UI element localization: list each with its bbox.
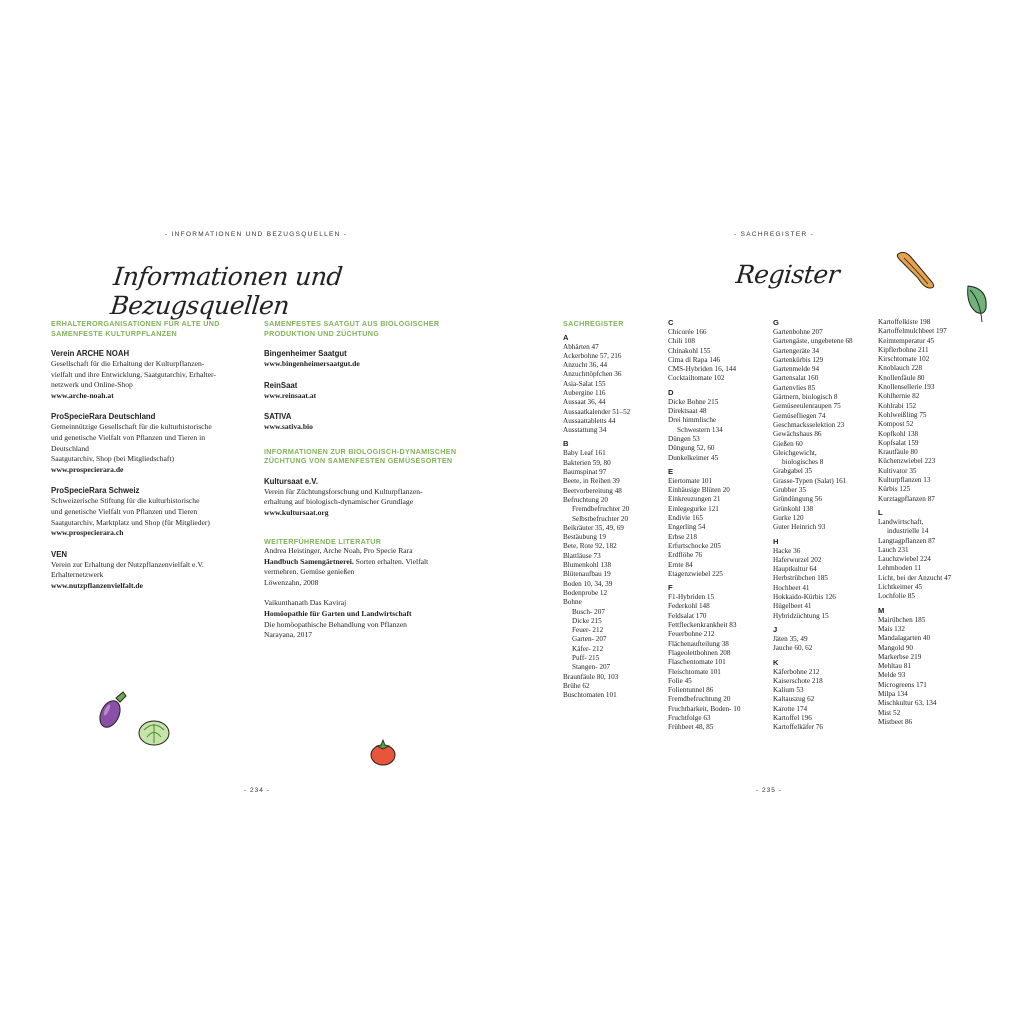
org-block xyxy=(51,485,251,538)
index-entry: Düngen 53 xyxy=(668,434,700,443)
lit-title-line xyxy=(264,557,474,568)
page-title-right: Register xyxy=(734,260,841,289)
index-subentry: Garten- 207 xyxy=(572,635,607,644)
index-entry: Engerling 54 xyxy=(668,523,706,532)
index-entry: Direktsaat 48 xyxy=(668,407,707,416)
index-entry: Baby Leaf 161 xyxy=(563,449,606,458)
index-entry: Jäten 35, 49 xyxy=(773,634,808,643)
org-desc: vielfalt und ihre Entwicklung, Saatgutarchiv, Erhalter- xyxy=(51,369,216,379)
index-entry: Beetvorbereitung 48 xyxy=(563,486,622,495)
index-entry: Blumenkohl 138 xyxy=(563,561,612,570)
lit-line: Löwenzahn, 2008 xyxy=(264,577,319,587)
index-letter: B xyxy=(563,439,569,449)
index-entry: Kurztagpflanzen 87 xyxy=(878,494,935,503)
index-entry: Einhäusige Blüten 20 xyxy=(668,486,730,495)
index-entry: Hügelbeet 41 xyxy=(773,602,812,611)
index-entry: Hokkaido-Kürbis 126 xyxy=(773,593,836,602)
index-entry: Geschmacksselektion 23 xyxy=(773,420,845,429)
index-entry: Landwirtschaft, xyxy=(878,517,924,526)
org-desc: und genetische Vielfalt von Pflanzen und Tieren in xyxy=(51,432,205,442)
index-entry: Cocktailtomate 102 xyxy=(668,374,725,383)
page-number-right: - 235 - xyxy=(756,787,782,794)
index-entry: Fruchtbarkeit, Boden- 10 xyxy=(668,704,741,713)
index-entry: Gartengeräte 34 xyxy=(773,346,820,355)
index-entry: Aussaattabletts 44 xyxy=(563,416,616,425)
index-entry: Kultivator 35 xyxy=(878,466,917,475)
lit-line: Die homöopathische Behandlung von Pflanzen xyxy=(264,619,407,629)
index-entries xyxy=(668,318,768,733)
lit-line: vermehren. Gemüse genießen xyxy=(264,567,355,577)
index-letter: A xyxy=(563,332,569,342)
seller-list xyxy=(264,348,474,433)
index-entry: Blattläuse 73 xyxy=(563,551,601,560)
index-entry: Mais 132 xyxy=(878,624,905,633)
index-entry: Grasse-Typen (Salat) 161 xyxy=(773,476,847,485)
index-entry: Federkohl 148 xyxy=(668,602,710,611)
index-entry: Kartoffel 196 xyxy=(773,713,812,722)
org-name: Kultursaat e.V. xyxy=(264,476,318,486)
index-entry: Bodenprobe 12 xyxy=(563,588,608,597)
running-head-left: - INFORMATIONEN UND BEZUGSQUELLEN - xyxy=(165,231,348,238)
index-entry: Jauche 60, 62 xyxy=(773,644,813,653)
index-entry: Gleichgewicht, xyxy=(773,448,817,457)
index-entry: Chili 108 xyxy=(668,337,695,346)
index-entry: Eiertomate 101 xyxy=(668,476,713,485)
index-entry: Kopfkohl 138 xyxy=(878,429,919,438)
index-entry: Lehmboden 11 xyxy=(878,564,922,573)
index-entry: Bohne xyxy=(563,598,582,607)
index-entry: Gartenvlies 85 xyxy=(773,383,816,392)
index-entry: Kompost 52 xyxy=(878,420,914,429)
index-entry: Kartoffelmulchbeet 197 xyxy=(878,327,947,336)
index-entry: Flächenaufteilung 38 xyxy=(668,639,729,648)
column-sources xyxy=(264,319,474,641)
index-entry: Anzuchttöpfchen 36 xyxy=(563,370,622,379)
index-column-2 xyxy=(668,318,768,733)
org-url[interactable]: www.nutzpflanzenvielfalt.de xyxy=(51,580,143,590)
org-list xyxy=(51,348,251,592)
index-subentry: industrielle 14 xyxy=(887,527,929,536)
index-letter: C xyxy=(668,318,674,327)
index-letter: F xyxy=(668,583,673,593)
index-entry: Einlegegurke 121 xyxy=(668,504,719,513)
index-entry: Milpa 134 xyxy=(878,689,908,698)
index-entry: Gemüseeulenraupen 75 xyxy=(773,402,841,411)
leaf-icon xyxy=(962,282,994,326)
index-entry: Braunfäule 80, 103 xyxy=(563,672,619,681)
index-entry: Flageolettbohnen 208 xyxy=(668,648,731,657)
index-entry: Bestäubung 19 xyxy=(563,533,606,542)
index-entry: Hochbeet 41 xyxy=(773,583,810,592)
index-entry: Gurke 120 xyxy=(773,513,804,522)
org-desc: erhaltung auf biologisch-dynamischer Grundlage xyxy=(264,497,414,507)
index-subentry: Feuer- 212 xyxy=(572,626,604,635)
index-letter: K xyxy=(773,657,779,667)
heading-organisations: ERHALTERORGANISATIONEN FÜR ALTE UND SAMENFESTE KULTURPFLANZEN xyxy=(51,319,220,338)
index-entry: Lichtkeimer 45 xyxy=(878,583,923,592)
index-subentry: Dicke 215 xyxy=(572,616,602,625)
index-entry: Gartenmelde 94 xyxy=(773,365,820,374)
index-entries xyxy=(773,318,878,733)
index-entry: Boden 10, 34, 39 xyxy=(563,579,613,588)
org-block xyxy=(51,411,251,475)
org-desc: netzwerk und Online-Shop xyxy=(51,380,133,390)
index-subentry: biologisches 8 xyxy=(782,458,824,467)
index-entry: Mehltau 81 xyxy=(878,662,911,671)
org-url[interactable]: www.prospecierara.de xyxy=(51,464,124,474)
seller-name: SATIVA xyxy=(264,412,292,422)
seller-name: Bingenheimer Saatgut xyxy=(264,349,347,358)
index-entry: Chinakohl 155 xyxy=(668,346,711,355)
org-name: VEN xyxy=(51,549,68,559)
org-block xyxy=(51,348,251,401)
org-url[interactable]: www.arche-noah.at xyxy=(51,390,114,400)
index-entry: Kulturpflanzen 13 xyxy=(878,476,931,485)
org-name: ProSpecieRara Deutschland xyxy=(51,412,156,422)
org-desc: Schweizerische Stiftung für die kulturhistorische xyxy=(51,496,200,506)
index-subentry: Stangen- 207 xyxy=(572,663,611,672)
page-title-left: Informationen und Bezugsquellen xyxy=(108,262,344,320)
org-desc: Gesellschaft für die Erhaltung der Kulturpflanzen- xyxy=(51,359,205,368)
index-entry: Mandalagarten 40 xyxy=(878,634,931,643)
index-entry: Fettfleckenkrankheit 83 xyxy=(668,621,737,630)
index-letter: M xyxy=(878,605,885,615)
index-entry: Melde 93 xyxy=(878,671,906,680)
index-entry: Frühbeet 48, 85 xyxy=(668,723,714,732)
index-entry: Erfurtschocke 205 xyxy=(668,541,721,550)
index-entry: Kohlhernie 82 xyxy=(878,392,920,401)
lit-author: Vaikunthanath Das Kaviraj xyxy=(264,598,347,608)
index-subentry: Fremdbefruchter 20 xyxy=(572,505,630,514)
org-desc: Gemeinnützige Gesellschaft für die kulturhistorische xyxy=(51,422,212,432)
index-entry: Kohlrabi 152 xyxy=(878,401,917,410)
index-entry: CMS-Hybriden 16, 144 xyxy=(668,365,737,374)
index-letter: L xyxy=(878,507,883,517)
index-heading: SACHREGISTER xyxy=(563,319,624,328)
index-entry: Grabgabel 35 xyxy=(773,467,812,476)
index-subentry: Puff- 215 xyxy=(572,654,600,662)
org-desc: Saatgutarchiv, Marktplatz und Shop (für Mitglieder) xyxy=(51,517,210,527)
seller-url[interactable]: www.bingenheimersaatgut.de xyxy=(264,359,360,368)
eggplant-icon xyxy=(96,688,132,732)
bean-pod-icon xyxy=(894,248,940,292)
index-entry: Cima di Rapa 146 xyxy=(668,355,721,364)
index-column-1 xyxy=(563,319,663,700)
org-desc: Erhalternetzwerk xyxy=(51,570,104,580)
index-entry: Käferbohne 212 xyxy=(773,667,820,676)
index-entry: Keimtemperatur 45 xyxy=(878,336,935,345)
index-subentry: Käfer- 212 xyxy=(572,644,604,653)
index-entry: Guter Heinrich 93 xyxy=(773,523,826,532)
index-entry: Buschtomaten 101 xyxy=(563,691,617,700)
seller-url[interactable]: www.reinsaat.at xyxy=(264,390,317,400)
page-number-left: - 234 - xyxy=(244,787,270,794)
index-entry: Dicke Bohne 215 xyxy=(668,397,719,406)
index-entry: Beikräuter 35, 49, 69 xyxy=(563,523,624,532)
seller-name: ReinSaat xyxy=(264,380,298,390)
index-entry: Bete, Rote 92, 182 xyxy=(563,542,617,551)
org-url[interactable]: www.prospecierara.ch xyxy=(51,528,124,538)
index-entry: Grünkohl 138 xyxy=(773,504,814,513)
org-name: ProSpecieRara Schweiz xyxy=(51,486,140,496)
index-column-3 xyxy=(773,318,878,733)
index-entry: Kirschtomate 102 xyxy=(878,355,930,364)
index-entry: Grubber 35 xyxy=(773,486,806,495)
index-entry: Brühe 62 xyxy=(563,681,590,690)
tomato-icon xyxy=(368,736,398,768)
index-entry: Chicorée 166 xyxy=(668,328,707,336)
index-entry: Dunkelkeimer 45 xyxy=(668,453,719,462)
index-entry: Hauptkultur 64 xyxy=(773,565,817,574)
index-entry: Markerbse 219 xyxy=(878,652,922,661)
org-block xyxy=(51,549,251,592)
index-entry: Drei himmlische xyxy=(668,416,717,425)
index-letter: G xyxy=(773,318,779,327)
lit-title: Homöopathie für Garten und Landwirtschaft xyxy=(264,609,412,619)
index-entry: Aussaat 36, 44 xyxy=(563,398,606,407)
index-entry: Knollensellerie 193 xyxy=(878,383,935,392)
index-entry: Kürbis 125 xyxy=(878,485,911,494)
org-desc: Saatgutarchiv, Shop (bei Mitgliedschaft) xyxy=(51,454,175,464)
index-entry: Lauchzwiebel 224 xyxy=(878,555,931,564)
index-entries xyxy=(878,318,983,727)
index-entry: Kartoffelkiste 198 xyxy=(878,318,931,326)
index-entry: Feuerbohne 212 xyxy=(668,630,715,639)
org-desc: Deutschland xyxy=(51,443,89,453)
index-entry: Gärtnern, biologisch 8 xyxy=(773,393,838,402)
index-entry: Asia-Salat 155 xyxy=(563,379,606,388)
index-entry: Fruchtfolge 63 xyxy=(668,713,711,722)
index-entry: Gewächshaus 86 xyxy=(773,430,822,439)
index-entry: Mist 52 xyxy=(878,708,901,717)
index-entry: Gießen 60 xyxy=(773,439,803,448)
index-entry: Kaltauszug 62 xyxy=(773,695,815,704)
index-subentry: Busch- 207 xyxy=(572,607,605,616)
heading-literature: WEITERFÜHRENDE LITERATUR xyxy=(264,536,382,546)
index-entry: Kipflerbohne 211 xyxy=(878,345,929,354)
index-column-4 xyxy=(878,318,983,727)
cabbage-icon xyxy=(136,716,172,748)
org-desc: Verein zur Erhaltung der Nutzpflanzenvielfalt e.V. xyxy=(51,559,204,569)
index-subentry: Schwestern 134 xyxy=(677,425,723,434)
org-url[interactable]: www.kultursaat.org xyxy=(264,507,329,517)
org-desc: Verein für Züchtungsforschung und Kulturpflanzen- xyxy=(264,486,423,496)
index-entry: Erdflöhe 76 xyxy=(668,551,703,560)
index-entry: Ernte 84 xyxy=(668,560,693,569)
index-entry: Mangold 90 xyxy=(878,643,913,652)
lit-subtitle: Sorten erhalten. Vielfalt xyxy=(353,556,429,566)
index-entries xyxy=(563,333,663,701)
lit-title: Handbuch Samengärtnerei. xyxy=(264,556,354,566)
index-entry: Ausstattung 34 xyxy=(563,426,607,435)
column-organisations xyxy=(51,319,251,592)
index-entry: Gartenbohne 207 xyxy=(773,328,823,336)
index-entry: Langtagpflanzen 87 xyxy=(878,536,936,545)
index-entry: Blütenaufbau 19 xyxy=(563,570,611,579)
index-letter: E xyxy=(668,466,674,476)
index-entry: Gartengäste, ungebetene 68 xyxy=(773,337,853,346)
index-entry: Erbse 218 xyxy=(668,532,697,541)
index-entry: Aubergine 116 xyxy=(563,388,606,397)
index-entry: Gartenkürbis 129 xyxy=(773,355,824,364)
index-letter: H xyxy=(773,536,779,546)
heading-breeding: INFORMATIONEN ZUR BIOLOGISCH-DYNAMISCHEN ZÜCHTUNG VON SAMENFESTEN GEMÜSESORTEN xyxy=(264,446,457,466)
heading-seed: SAMENFESTES SAATGUT AUS BIOLOGISCHER PRODUKTION UND ZÜCHTUNG xyxy=(264,319,440,338)
lit-line: Narayana, 2017 xyxy=(264,630,313,640)
index-entry: Ackerbohne 57, 216 xyxy=(563,351,622,360)
index-entry: Kalium 53 xyxy=(773,686,804,695)
index-entry: Mistbeet 86 xyxy=(878,717,913,726)
index-entry: Knoblauch 228 xyxy=(878,364,923,373)
index-entry: Fremdbefruchtung 20 xyxy=(668,695,731,704)
index-entry: Hacke 36 xyxy=(773,546,801,555)
index-entry: Haferwurzel 202 xyxy=(773,555,822,564)
index-entry: Düngung 52, 60 xyxy=(668,444,715,453)
index-entry: Mairübchen 185 xyxy=(878,615,926,624)
index-entry: Aussaatkalender 51–52 xyxy=(563,407,631,416)
index-entry: Kaiserschote 218 xyxy=(773,676,823,685)
index-entry: Kartoffelkäfer 76 xyxy=(773,723,823,732)
index-entry: Baumspinat 97 xyxy=(563,468,607,477)
index-entry: Kohlweißling 75 xyxy=(878,410,927,419)
right-page xyxy=(512,0,1024,1024)
index-entry: Kopfsalat 159 xyxy=(878,438,919,447)
org-desc: und genetische Vielfalt von Pflanzen und Tieren xyxy=(51,506,198,516)
index-entry: Anzucht 36, 44 xyxy=(563,361,608,370)
lit-title-line xyxy=(264,609,474,620)
index-entry: Knollenfäule 80 xyxy=(878,373,925,382)
org-name: Verein ARCHE NOAH xyxy=(51,349,130,358)
seller-url[interactable]: www.sativa.bio xyxy=(264,422,313,432)
index-entry: Endivie 165 xyxy=(668,514,703,523)
lit-author: Andrea Heistinger, Arche Noah, Pro Specie Rara xyxy=(264,546,413,556)
index-subentry: Selbstbefruchter 20 xyxy=(572,514,629,523)
index-entry: Fleischtomate 101 xyxy=(668,667,721,676)
index-letter: D xyxy=(668,387,674,397)
index-entry: Gartensalat 160 xyxy=(773,374,819,383)
index-entry: Lauch 231 xyxy=(878,545,909,554)
index-entry: Beete, in Reihen 39 xyxy=(563,477,620,486)
running-head-right: - SACHREGISTER - xyxy=(734,231,815,238)
index-entry: Abhärten 47 xyxy=(563,342,599,351)
index-entry: Bakterien 59, 80 xyxy=(563,458,611,467)
index-entry: Karotte 174 xyxy=(773,704,808,713)
index-entry: Krautfäule 80 xyxy=(878,448,918,457)
index-entry: Lochfolie 85 xyxy=(878,592,915,601)
index-entry: Gemüsefliegen 74 xyxy=(773,411,826,420)
index-entry: Mischkultur 63, 134 xyxy=(878,699,937,708)
index-entry: Gründüngung 56 xyxy=(773,495,822,504)
index-entry: Licht, bei der Anzucht 47 xyxy=(878,573,952,582)
index-entry: Befruchtung 20 xyxy=(563,495,608,504)
index-letter: J xyxy=(773,624,778,634)
index-entry: Etagenzwiebel 225 xyxy=(668,569,723,578)
index-entry: Küchenzwiebel 223 xyxy=(878,457,936,466)
index-entry: Folientunnel 86 xyxy=(668,686,714,695)
index-entry: Einkreuzungen 21 xyxy=(668,495,721,504)
index-entry: Feldsalat 170 xyxy=(668,611,707,620)
index-entry: Folie 45 xyxy=(668,676,692,685)
index-entry: F1-Hybriden 15 xyxy=(668,593,715,602)
index-entry: Microgreens 171 xyxy=(878,680,927,689)
index-entry: Flaschentomate 101 xyxy=(668,658,726,667)
index-entry: Hybridzüchtung 15 xyxy=(773,611,829,620)
index-entry: Herbstrübchen 185 xyxy=(773,574,828,583)
